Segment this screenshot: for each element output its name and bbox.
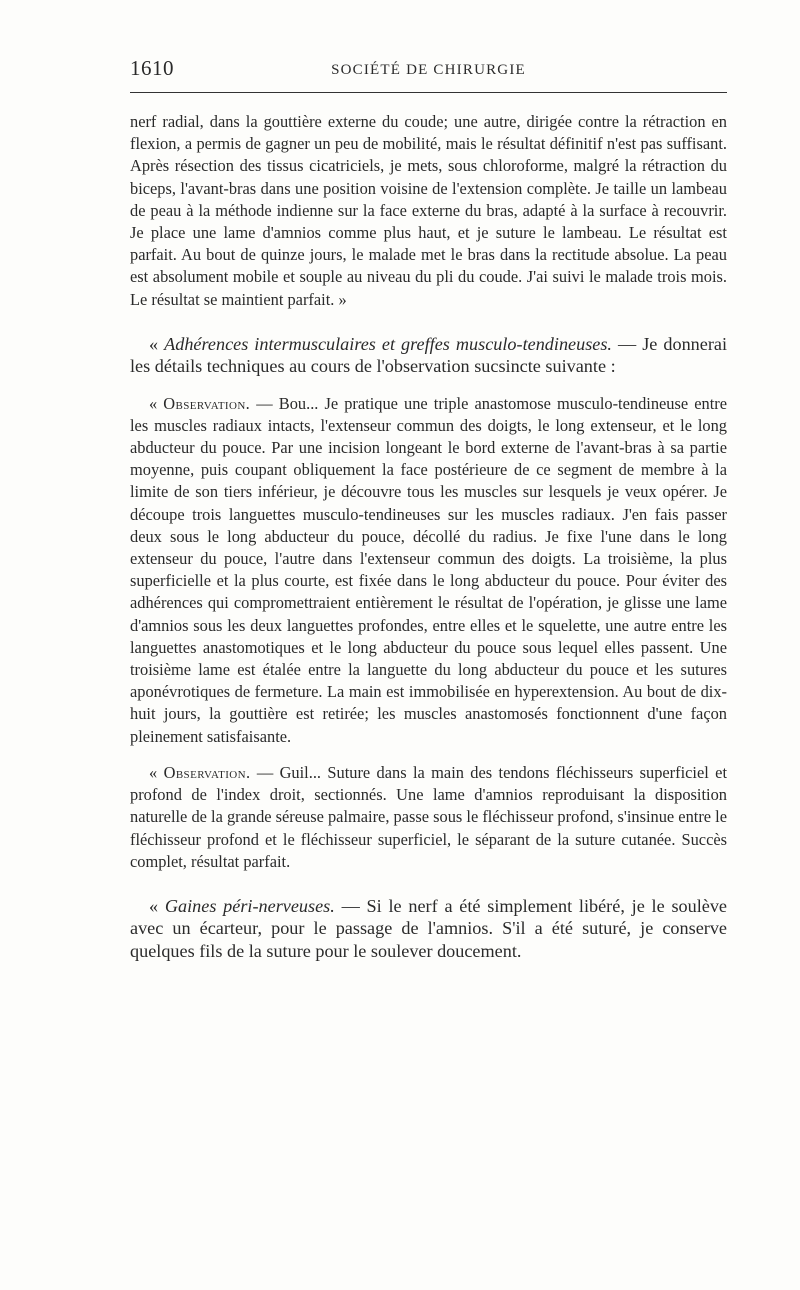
page-header [130,56,727,90]
section-title-gaines: Gaines péri-nerveuses. [164,895,335,916]
section-title-adherences: Adhérences intermusculaires et greffes musculo-tendineuses. [164,333,612,354]
document-page [130,56,727,962]
paragraph-body: — Si le nerf a été simplement libéré, je le soulève avec un écarteur, pour le passage de l'amnios. S'il a été suturé, je conserve quelques fils de la suture pour le soulever doucement. [130,895,728,961]
quote-mark: « [149,762,164,782]
running-head: SOCIÉTÉ DE CHIRURGIE [331,62,526,78]
paragraph-observation-bou [130,393,727,748]
observation-label: Observation. [163,393,251,413]
quote-mark: « [149,895,165,916]
paragraph-body: — Guil... Suture dans la main des tendons fléchisseurs superficiel et profond de l'index droit, sectionnés. Une lame d'amnios reproduisant la disposition naturelle de la grande séreuse palmaire, passe sous le fléchisseur profond, s'insinue entre le fléchisseur profond et le fléchisseur superficiel, le séparant de la suture cutanée. Succès complet, résultat parfait. [130,762,727,871]
page-number: 1610 [130,56,174,80]
paragraph-body: — Bou... Je pratique une triple anastomose musculo-tendineuse entre les muscles radiaux intacts, l'extenseur commun des doigts, le long extenseur, et le long abducteur du pouce. Par une incision longeant le bord externe de l'avant-bras à sa partie moyenne, puis coupant obliquement la face postérieure de ce segment de membre à la limite de son tiers inférieur, je découvre tous les muscles sur lesquels je veux opérer. Je découpe trois languettes musculo-tendineuses sur les muscles radiaux. J'en fais passer deux sous le long abducteur du pouce, décollé du radius. Je fixe l'une dans le long extenseur du pouce, l'autre dans l'extenseur commun des doigts. La troisième, la plus superficielle et la plus courte, est fixée dans le long abducteur du pouce. Pour éviter des adhérences qui compromettraient entièrement le résultat de l'opération, je glisse une lame d'amnios sous les deux languettes profondes, entre elles et le squelette, une autre entre les languettes anastomotiques et le long abducteur du pouce sous lequel elles passent. Une troisième lame est étalée entre la languette du long abducteur du pouce et les sutures aponévrotiques de fermeture. La main est immobilisée en hyperextension. Au bout de dix-huit jours, la gouttière est retirée; les muscles anastomosés fonctionnent d'une façon pleinement satisfaisante. [130,393,727,746]
quote-mark: « [149,333,165,354]
paragraph-gaines [130,895,727,962]
paragraph-observation-guil [130,762,727,873]
quote-mark: « [149,393,164,413]
observation-label: Observation. [163,762,251,782]
paragraph-body: — Je donnerai les détails techniques au cours de l'observation sucsincte suivante : [130,333,728,377]
header-rule [130,92,727,93]
paragraph-adherences [130,333,727,378]
paragraph-continuation: nerf radial, dans la gouttière externe du coude; une autre, dirigée contre la rétraction en flexion, a permis de gagner un peu de mobilité, mais le résultat définitif n'est pas suffisant. Après résection des tissus cicatriciels, je mets, sous chloroforme, malgré la rétraction du biceps, l'avant-bras dans une position voisine de l'extension complète. Je taille un lambeau de peau à la méthode indienne sur la face externe du bras, adapté à la surface à recouvrir. Je place une lame d'amnios comme plus haut, et je suture le lambeau. Le résultat est parfait. Au bout de quinze jours, le malade met le bras dans la rectitude absolue. La peau est absolument mobile et souple au niveau du pli du coude. J'ai suivi le malade trois mois. Le résultat se maintient parfait. » [130,112,727,309]
